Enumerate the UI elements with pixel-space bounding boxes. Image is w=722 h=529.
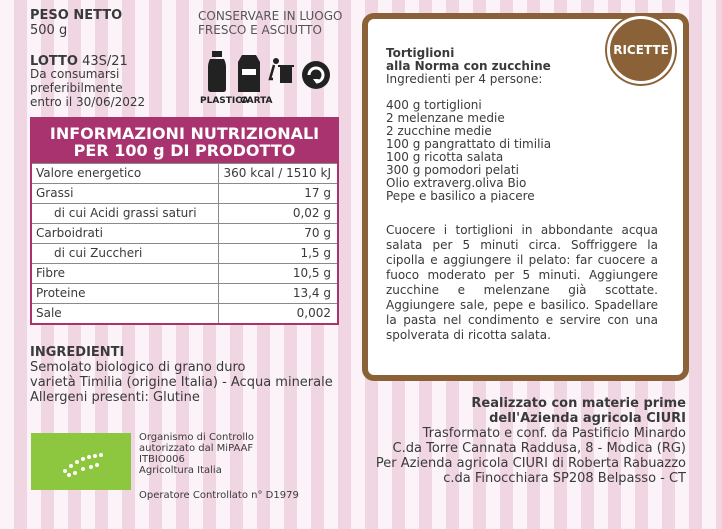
nutrition-value: 0,02 g xyxy=(218,204,337,223)
nutrition-row xyxy=(32,243,337,263)
recycle-icon xyxy=(302,61,330,89)
nutrition-row xyxy=(32,163,337,183)
paper-carton-icon xyxy=(238,55,260,92)
nutrition-label: Carboidrati xyxy=(36,226,103,240)
recipe-ingredient: 2 melenzane medie xyxy=(386,111,505,125)
ingredienti-line: varietà Timilia (origine Italia) - Acqua minerale xyxy=(30,375,333,390)
scadenza-line: Da consumarsi xyxy=(30,67,120,81)
nutrition-row xyxy=(32,283,337,303)
nutrition-label: Grassi xyxy=(36,186,74,200)
nutrition-row xyxy=(32,223,337,243)
bio-control xyxy=(139,432,254,476)
nutrition-value: 17 g xyxy=(218,184,337,203)
nutrition-value: 360 kcal / 1510 kJ xyxy=(218,164,337,183)
nutrition-label: di cui Zuccheri xyxy=(54,246,143,260)
peso-label: PESO NETTO xyxy=(30,8,123,23)
bio-line: Agricoltura Italia xyxy=(139,465,222,476)
nutrition-row xyxy=(32,303,337,323)
scadenza-line: preferibilmente xyxy=(30,81,123,95)
carta-label: CARTA xyxy=(240,96,273,106)
recipe-ingredient: 100 g pangrattato di timilia xyxy=(386,137,552,151)
nutrition-title xyxy=(32,119,337,163)
recipe-title: Tortiglioni xyxy=(386,46,455,60)
lotto-label: LOTTO xyxy=(30,54,78,69)
nutrition-row xyxy=(32,203,337,223)
conservare-line: CONSERVARE IN LUOGO xyxy=(198,9,343,23)
peso-value: 500 g xyxy=(30,23,68,38)
nutrition-value: 13,4 g xyxy=(218,284,337,303)
nutrition-label: Proteine xyxy=(36,286,86,300)
nutrition-row xyxy=(32,263,337,283)
bio-line: ITBIO006 xyxy=(139,454,185,465)
nutrition-table xyxy=(30,117,339,325)
recycling-icons xyxy=(200,45,340,107)
recipe-ingredient: Pepe e basilico a piacere xyxy=(386,189,535,203)
ricette-badge: RICETTE xyxy=(607,16,675,84)
nutrition-label: Valore energetico xyxy=(36,166,142,180)
nutrition-value: 0,002 xyxy=(218,304,337,323)
ingredienti-title: INGREDIENTI xyxy=(30,345,125,360)
recipe-ingredient: Olio extraverg.oliva Bio xyxy=(386,176,527,190)
plastic-bottle-icon xyxy=(208,51,226,92)
producer-info: c.da Finocchiara SP208 Belpasso - CT xyxy=(443,471,686,486)
ingredienti-line: Semolato biologico di grano duro xyxy=(30,360,246,375)
producer-block xyxy=(376,396,686,486)
producer-info: Per Azienda agricola CIURI di Roberta Rabuazzo xyxy=(375,456,686,471)
producer-line: dell'Azienda agricola CIURI xyxy=(489,411,686,426)
recipe-title: alla Norma con zucchine xyxy=(386,59,551,73)
producer-line: Realizzato con materie prime xyxy=(471,396,686,411)
recipe-header xyxy=(386,47,551,86)
recipe-persone: Ingredienti per 4 persone: xyxy=(386,72,543,86)
nutrition-label: Fibre xyxy=(36,266,66,280)
bin-icon xyxy=(270,58,294,83)
nutrition-label: di cui Acidi grassi saturi xyxy=(54,206,197,220)
nutrition-row xyxy=(32,183,337,203)
ingredienti-section xyxy=(30,345,333,405)
plastica-label: PLASTICA xyxy=(200,96,249,106)
conservare-line: FRESCO E ASCIUTTO xyxy=(198,23,322,37)
nutrition-value: 10,5 g xyxy=(218,264,337,283)
scadenza-line: entro il 30/06/2022 xyxy=(30,95,146,109)
conservare xyxy=(198,9,342,37)
nutrition-title-line: INFORMAZIONI NUTRIZIONALI xyxy=(49,124,320,143)
recipe-ingredients xyxy=(386,99,551,203)
recipe-ingredient: 2 zucchine medie xyxy=(386,124,492,138)
recipe-ingredient: 400 g tortiglioni xyxy=(386,98,482,112)
ingredienti-line: Allergeni presenti: Glutine xyxy=(30,390,200,405)
nutrition-label: Sale xyxy=(36,306,62,320)
nutrition-title-line: PER 100 g DI PRODOTTO xyxy=(73,141,296,160)
bio-line: Organismo di Controllo xyxy=(139,432,254,443)
recipe-ingredient: 300 g pomodori pelati xyxy=(386,163,519,177)
eu-organic-logo xyxy=(31,433,131,490)
producer-info: Trasformato e conf. da Pastificio Minardo xyxy=(422,426,686,441)
operatore: Operatore Controllato n° D1979 xyxy=(139,490,299,501)
bio-line: autorizzato dal MiPAAF xyxy=(139,443,254,454)
recipe-ingredient: 100 g ricotta salata xyxy=(386,150,504,164)
scadenza xyxy=(30,67,145,109)
nutrition-value: 70 g xyxy=(218,224,337,243)
producer-info: C.da Torre Cannata Raddusa, 8 - Modica (RG) xyxy=(392,441,686,456)
recipe-method: Cuocere i tortiglioni in abbondante acqua salata per 5 minuti circa. Soffriggere la cipolla e aggiungere il pelato: far cuocere a fuoco moderato per 5 minuti. Aggiungere zucchine e melenzane già scottate. Aggiungere sale, pepe e basilico. Spadellare la pasta nel condimento e servire con una spolverata di ricotta salata. xyxy=(386,223,658,342)
lotto-code: 43S/21 xyxy=(82,54,128,69)
nutrition-value: 1,5 g xyxy=(218,244,337,263)
